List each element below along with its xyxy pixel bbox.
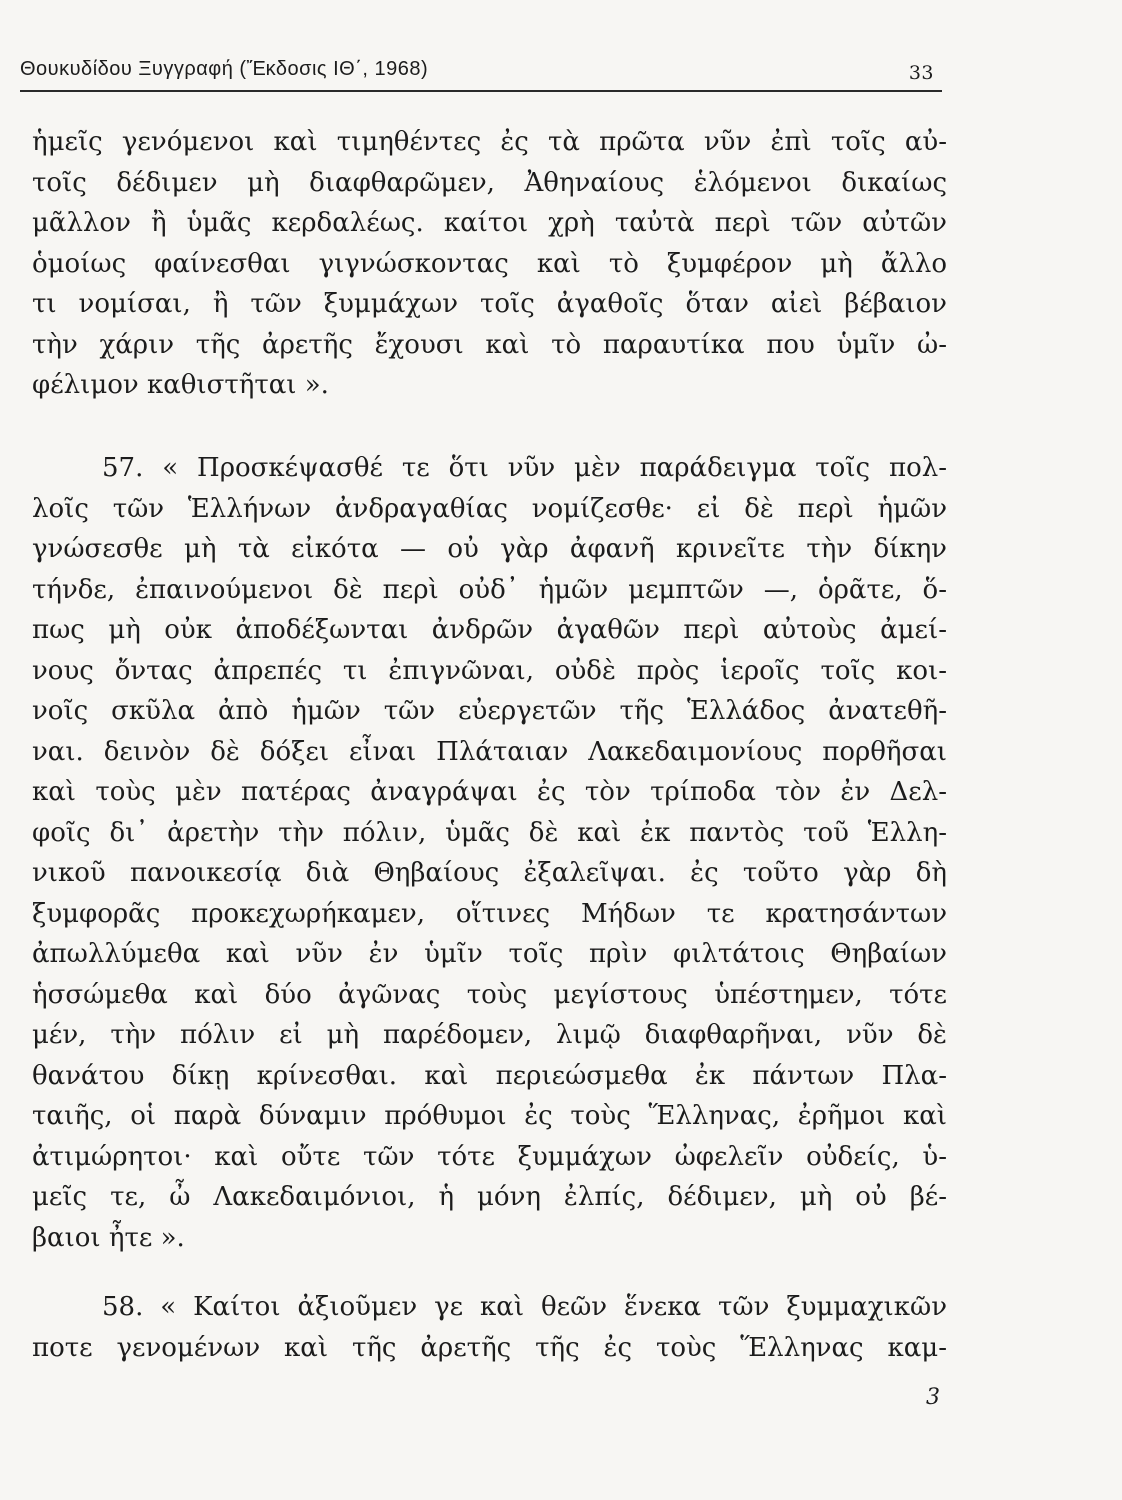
text-line: ποτε γενομένων καὶ τῆς ἀρετῆς τῆς ἐς τοὺς Ἕλληνας καμ- (32, 1332, 947, 1363)
text-line: ἡσσώμεθα καὶ δύο ἀγῶνας τοὺς μεγίστους ὑπέστημεν, τότε (32, 979, 947, 1010)
text-line: νοῖς σκῦλα ἀπὸ ἡμῶν τῶν εὐεργετῶν τῆς Ἑλλάδος ἀνατεθῆ- (32, 696, 947, 726)
text-line: ἀπωλλύμεθα καὶ νῦν ἐν ὑμῖν τοῖς πρὶν φιλτάτοις Θηβαίων (32, 939, 947, 969)
paragraph-58 (32, 1287, 947, 1368)
text-line: τήνδε, ἐπαινούμενοι δὲ περὶ οὐδ᾽ ἡμῶν μεμπτῶν —, ὁρᾶτε, ὅ- (32, 574, 947, 605)
text-line: 57. « Προσκέψασθέ τε ὅτι νῦν μὲν παράδειγμα τοῖς πολ- (102, 453, 947, 483)
text-line: τοῖς δέδιμεν μὴ διαφθαρῶμεν, Ἀθηναίους ἑλόμενοι δικαίως (32, 167, 947, 198)
text-line: γνώσεσθε μὴ τὰ εἰκότα — οὐ γὰρ ἀφανῆ κρινεῖτε τὴν δίκην (32, 534, 947, 564)
text-line: μέν, τὴν πόλιν εἰ μὴ παρέδομεν, λιμῷ διαφθαρῆναι, νῦν δὲ (32, 1020, 947, 1050)
text-line: τὴν χάριν τῆς ἀρετῆς ἔχουσι καὶ τὸ παραυτίκα που ὑμῖν ὠ- (32, 329, 947, 360)
text-line: ἡμεῖς γενόμενοι καὶ τιμηθέντες ἐς τὰ πρῶτα νῦν ἐπὶ τοῖς αὐ- (32, 127, 947, 157)
paragraph-continuation (32, 122, 947, 406)
signature-mark: 3 (926, 1385, 940, 1410)
text-line: 58. « Καίτοι ἀξιοῦμεν γε καὶ θεῶν ἕνεκα τῶν ξυμμαχικῶν (102, 1292, 947, 1322)
text-line: πως μὴ οὐκ ἀποδέξωνται ἀνδρῶν ἀγαθῶν περὶ αὐτοὺς ἀμεί- (32, 615, 947, 645)
paragraph-57 (32, 448, 947, 1258)
text-line: μᾶλλον ἢ ὑμᾶς κερδαλέως. καίτοι χρὴ ταὐτὰ περὶ τῶν αὐτῶν (32, 208, 947, 238)
text-line: φοῖς δι᾽ ἀρετὴν τὴν πόλιν, ὑμᾶς δὲ καὶ ἐκ παντὸς τοῦ Ἑλλη- (32, 817, 947, 848)
text-line: φέλιμον καθιστῆται ». (32, 370, 329, 400)
text-line: θανάτου δίκῃ κρίνεσθαι. καὶ περιεώσμεθα ἐκ πάντων Πλα- (32, 1060, 947, 1091)
page-number: 33 (908, 62, 934, 84)
header-title: Θουκυδίδου Ξυγγραφή (Ἔκδοσις ΙΘ΄, 1968) (20, 58, 429, 80)
text-line: τι νομίσαι, ἢ τῶν ξυμμάχων τοῖς ἀγαθοῖς ὅταν αἰεὶ βέβαιον (32, 289, 947, 319)
text-line: ταιῆς, οἱ παρὰ δύναμιν πρόθυμοι ἐς τοὺς Ἕλληνας, ἐρῆμοι καὶ (32, 1101, 947, 1131)
running-header (20, 52, 942, 92)
text-line: καὶ τοὺς μὲν πατέρας ἀναγράψαι ἐς τὸν τρίποδα τὸν ἐν Δελ- (32, 777, 947, 807)
text-line: ὁμοίως φαίνεσθαι γιγνώσκοντας καὶ τὸ ξυμφέρον μὴ ἄλλο (32, 248, 947, 279)
text-line: ξυμφορᾶς προκεχωρήκαμεν, οἵτινες Μήδων τε κρατησάντων (32, 898, 947, 929)
text-line: νους ὄντας ἀπρεπές τι ἐπιγνῶναι, οὐδὲ πρὸς ἱεροῖς τοῖς κοι- (32, 655, 947, 686)
text-line: νικοῦ πανοικεσίᾳ διὰ Θηβαίους ἐξαλεῖψαι. ἐς τοῦτο γὰρ δὴ (32, 858, 947, 888)
text-line: βαιοι ἦτε ». (32, 1222, 185, 1253)
header-rule (20, 90, 942, 92)
text-line: λοῖς τῶν Ἑλλήνων ἀνδραγαθίας νομίζεσθε· εἰ δὲ περὶ ἡμῶν (32, 493, 947, 524)
text-line: μεῖς τε, ὦ Λακεδαιμόνιοι, ἡ μόνη ἐλπίς, δέδιμεν, μὴ οὐ βέ- (32, 1182, 947, 1212)
text-line: ἀτιμώρητοι· καὶ οὔτε τῶν τότε ξυμμάχων ὠφελεῖν οὐδείς, ὑ- (32, 1141, 947, 1172)
text-line: ναι. δεινὸν δὲ δόξει εἶναι Πλάταιαν Λακεδαιμονίους πορθῆσαι (32, 736, 947, 767)
